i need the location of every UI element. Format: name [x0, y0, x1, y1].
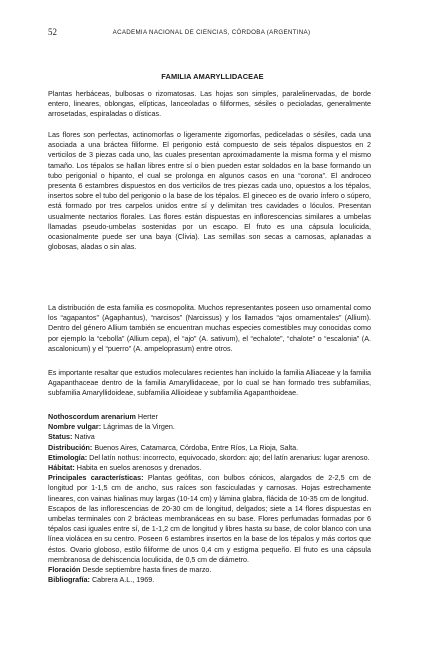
paragraph-flowers [48, 130, 371, 252]
distribution-value: Buenos Aires, Catamarca, Córdoba, Entre Ríos, La Rioja, Salta. [94, 442, 299, 452]
etymology-label: Etimología: [48, 452, 88, 462]
page-number: 52 [48, 27, 57, 37]
paragraph-text: Plantas herbáceas, bulbosas o rizomatosas. Las hojas son simples, paralelinervadas, de borde entero, lineares, oblongas, elípticas, lanceoladas o filiformes, sésiles o pecioladas, generalmente arrosetadas, espiraladas o dísticas. [48, 89, 371, 119]
species-name: Nothoscordum arenarium [48, 412, 136, 421]
status-value: Nativa [74, 432, 95, 442]
habitat-row [48, 463, 371, 473]
flowering-row [48, 565, 371, 575]
bibliography-label: Bibliografía: [48, 575, 90, 585]
common-name-row [48, 422, 371, 432]
characters-row-2 [48, 504, 371, 565]
distribution-label: Distribución: [48, 442, 93, 452]
paragraph-text: La distribución de esta familia es cosmopolita. Muchos representantes poseen uso ornamental como los “agapantos” (Agaphantus), “narcisos” (Narcissus) y los llamados “ajos ornamentales” (Allium). Dentro del género Allium también se encuentran muchas especies comestibles muy conocidas como por ejemplo la “cebolla” (Allium cepa), el “ajo” (A. sativum), el “echalote”, “chalote” o “escalonia” (A. ascalonicum) y el “puerro” (A. ampeloprasum) entre otros. [48, 303, 371, 353]
running-head: ACADEMIA NACIONAL DE CIENCIAS, CÓRDOBA (ARGENTINA) [112, 29, 311, 36]
status-row [48, 432, 371, 442]
flowering-value: Desde septiembre hasta fines de marzo. [82, 565, 212, 575]
paragraph-distribution [48, 303, 371, 354]
common-name-label: Nombre vulgar: [48, 422, 102, 432]
etymology-row [48, 453, 371, 463]
species-heading [48, 412, 371, 422]
habitat-value: Habita en suelos arenosos y drenados. [76, 463, 202, 473]
characters-label: Principales características: [48, 473, 144, 483]
paragraph-text: Es importante resaltar que estudios moleculares recientes han incluido la familia Alliaceae y la familia Agapanthaceae dentro de la familia Amaryllidaceae, por lo cual se han formado tres subfamilias, subfamilia Amaryllidoideae, subfamilia Allioideae y subfamilia Agapanthoideae. [48, 368, 371, 398]
distribution-row [48, 443, 371, 453]
paragraph-molecular [48, 368, 371, 399]
species-author: Herter [137, 412, 158, 421]
page-header [48, 27, 375, 39]
paragraph-text: Las flores son perfectas, actinomorfas o ligeramente zigomorfas, pediceladas o sésiles, cada una asociada a una bráctea filiforme. El perigonio está compuesto de seis tépalos dispuestos en 2 verticilos de 3 piezas cada uno, las cuales presentan aproximadamente la misma forma y el mismo tamaño. Los tépalos se hallan libres entre sí o bien pueden estar soldados en la base formando un tubo perigonial o hipanto, el cual se prolonga en algunos casos en una “corona”. El androceo presenta 6 estambres dispuestos en dos verticilos de tres piezas cada uno, opuestos a los tépalos, insertos sobre el tubo del perigonio o la base de los tépalos. El gineceo es de ovario ínfero o súpero, está formado por tres carpelos unidos entre sí y delimitan tres cavidades o lóculos. Presentan usualmente nectarios florales. Las flores están dispuestas en inflorescencias similares a umbelas llamadas pseudo-umbelas sostenidas por un escapo. El fruto es una cápsula loculicida, ocasionalmente puede ser una baya (Clivia). Las semillas son secas a carnosas, aplanadas a globosas, aladas o sin alas. [48, 130, 371, 252]
characters-value: Plantas geófitas, con bulbos cónicos, alargados de 2-2,5 cm de longitud por 1-1,5 cm de ancho, sus raíces son fasciculadas y carnosas. Hojas estrechamente lineares, con vainas hialinas muy largas (10-14 cm) y lámina glabra, flácida de 10-35 cm de longitud. [48, 473, 371, 503]
bibliography-value: Cabrera A.L., 1969. [91, 575, 155, 585]
bibliography-row [48, 575, 371, 585]
habitat-label: Hábitat: [48, 463, 75, 473]
etymology-value: Del latín nothus: incorrecto, equivocado, skordon: ajo; del latín arenarius: lugar arenoso. [89, 452, 370, 462]
paragraph-description [48, 89, 371, 120]
family-title: FAMILIA AMARYLLIDACEAE [161, 72, 264, 81]
flowering-label: Floración [48, 565, 81, 575]
characters-value-2: Escapos de las inflorescencias de 20-30 cm de longitud, delgados; siete a 14 flores dispuestas en umbelas terminales con 2 brácteas membranáceas en su base. Flores perfumadas formadas por 6 tépalos casi iguales entre sí, de 1-1,2 cm de longitud y libres hasta su base, de color blanco con una línea violácea en su centro. Poseen 6 estambres insertos en la base de los tépalos y más cortos que éstos. Ovario globoso, estilo filiforme de unos 0,4 cm y estigma pequeño. El fruto es una cápsula membranosa de dehiscencia loculicida, de 0,5 cm de diámetro. [48, 503, 371, 564]
status-label: Status: [48, 432, 73, 442]
characters-row [48, 473, 371, 504]
species-entry [48, 412, 371, 585]
common-name-value: Lágrimas de la Virgen. [103, 422, 175, 432]
